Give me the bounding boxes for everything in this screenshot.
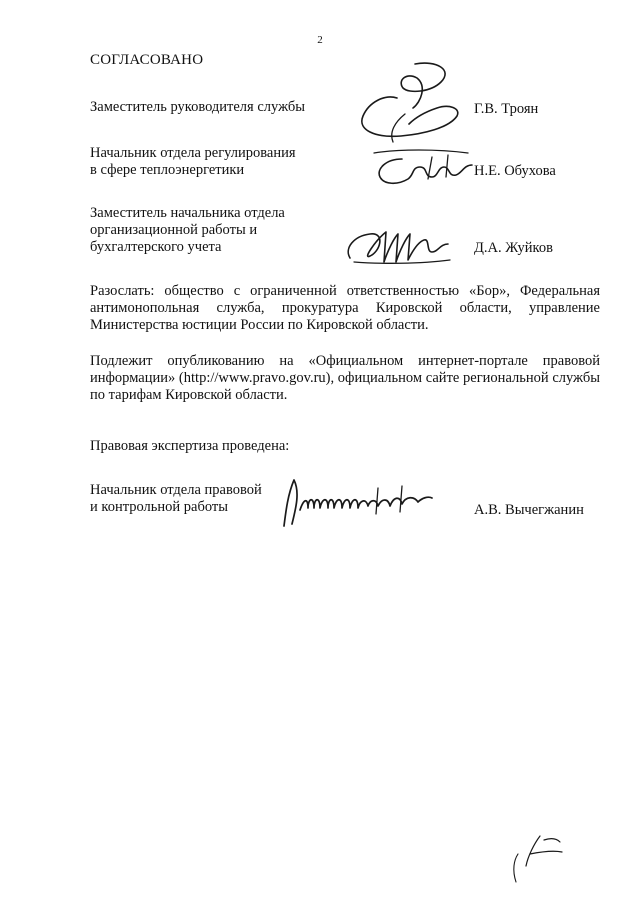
legal-review-line: Правовая экспертиза проведена:: [90, 438, 290, 454]
legal-head-name: А.В. Вычегжанин: [474, 502, 584, 518]
page-number: 2: [317, 34, 323, 46]
publication-paragraph: Подлежит опубликованию на «Официальном интернет-портале правовой информации» (http://www.pravo.gov.ru), официальном сайте региональной службы по тарифам Кировской области.: [90, 353, 600, 403]
position-line: Начальник отдела регулирования: [90, 145, 296, 161]
approval-position-2: [90, 145, 296, 179]
position-line: организационной работы и: [90, 222, 258, 238]
position-line: в сфере теплоэнергетики: [90, 162, 245, 178]
initials-mark: [500, 826, 570, 888]
signature-vychegzhanin: [278, 474, 434, 530]
position-line: Заместитель руководителя службы: [90, 99, 306, 115]
approval-name-2: Н.Е. Обухова: [474, 163, 556, 179]
approval-position-3: [90, 205, 285, 256]
position-line: и контрольной работы: [90, 499, 228, 515]
position-line: бухгалтерского учета: [90, 239, 222, 255]
legal-head-position: [90, 482, 262, 516]
signature-zhuykov: [340, 222, 456, 268]
signature-obukhova: [368, 145, 478, 191]
distribution-paragraph: Разослать: общество с ограниченной ответственностью «Бор», Федеральная антимонопольная служба, прокуратура Кировской области, управление Министерства юстиции России по Кировской области.: [90, 283, 600, 333]
position-line: Заместитель начальника отдела: [90, 205, 285, 221]
signature-troyan: [345, 58, 465, 158]
approval-name-1: Г.В. Троян: [474, 101, 539, 117]
approval-name-3: Д.А. Жуйков: [474, 240, 553, 256]
approval-position-1: [90, 99, 305, 116]
approval-header: СОГЛАСОВАНО: [90, 52, 204, 68]
position-line: Начальник отдела правовой: [90, 482, 262, 498]
